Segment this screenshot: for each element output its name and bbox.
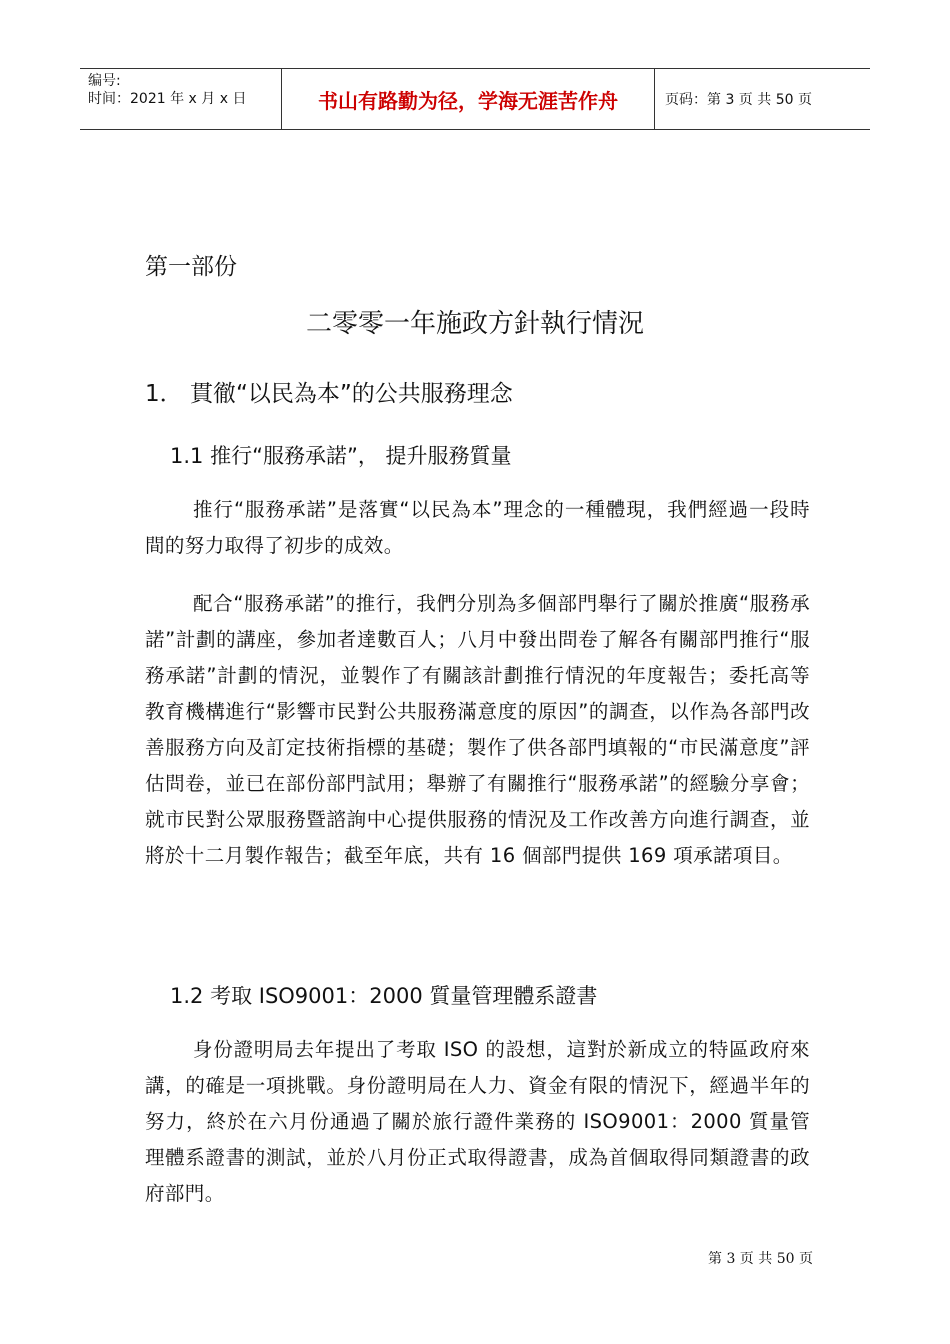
paragraph-2: 配合“服務承諾”的推行，我們分別為多個部門舉行了關於推廣“服務承諾”計劃的講座，參加者達數百人；八月中發出問卷了解各有關部門推行“服務承諾”計劃的情況，並製作了有關該計劃推行情況的年度報告；委托高等教育機構進行“影響市民對公共服務滿意度的原因”的調查，以作為各部門改善服務方向及訂定技術指標的基礎；製作了供各部門填報的“市民滿意度”評估問卷，並已在部份部門試用；舉辦了有關推行“服務承諾”的經驗分享會；就市民對公眾服務暨諮詢中心提供服務的情況及工作改善方向進行調查，並將於十二月製作報告；截至年底，共有 16 個部門提供 169 項承諾項目。 — [145, 592, 810, 867]
section-1-heading: 1． 貫徹“以民為本”的公共服務理念 — [145, 381, 513, 407]
header-meta — [88, 69, 280, 132]
section-1-1-heading: 1.1 推行“服務承諾”， 提升服務質量 — [170, 444, 512, 468]
header-motto: 书山有路勤为径，学海无涯苦作舟 — [281, 69, 655, 129]
section-1-2-heading: 1.2 考取 ISO9001：2000 質量管理體系證書 — [170, 984, 598, 1008]
part-heading: 第一部份 — [145, 254, 237, 280]
paragraph-1: 推行“服務承諾”是落實“以民為本”理念的一種體現，我們經過一段時間的努力取得了初步的成效。 — [145, 498, 810, 557]
document-title: 二零零一年施政方針執行情況 — [305, 309, 644, 339]
time-label: 时间：2021 年 x 月 x 日 — [88, 91, 247, 107]
header-page-label: 页码：第 3 页 共 50 页 — [665, 92, 812, 108]
paragraph-3: 身份證明局去年提出了考取 ISO 的設想，這對於新成立的特區政府來講，的確是一項挑戰。身份證明局在人力、資金有限的情況下，經過半年的努力，終於在六月份通過了關於旅行證件業務的 ISO9001：2000 質量管理體系證書的測試，並於八月份正式取得證書，成為首個取得同類證書的政府部門。 — [145, 1038, 810, 1205]
page-header — [80, 68, 870, 130]
page-footer: 第 3 页 共 50 页 — [708, 1251, 813, 1267]
number-label: 编号: — [88, 73, 121, 89]
